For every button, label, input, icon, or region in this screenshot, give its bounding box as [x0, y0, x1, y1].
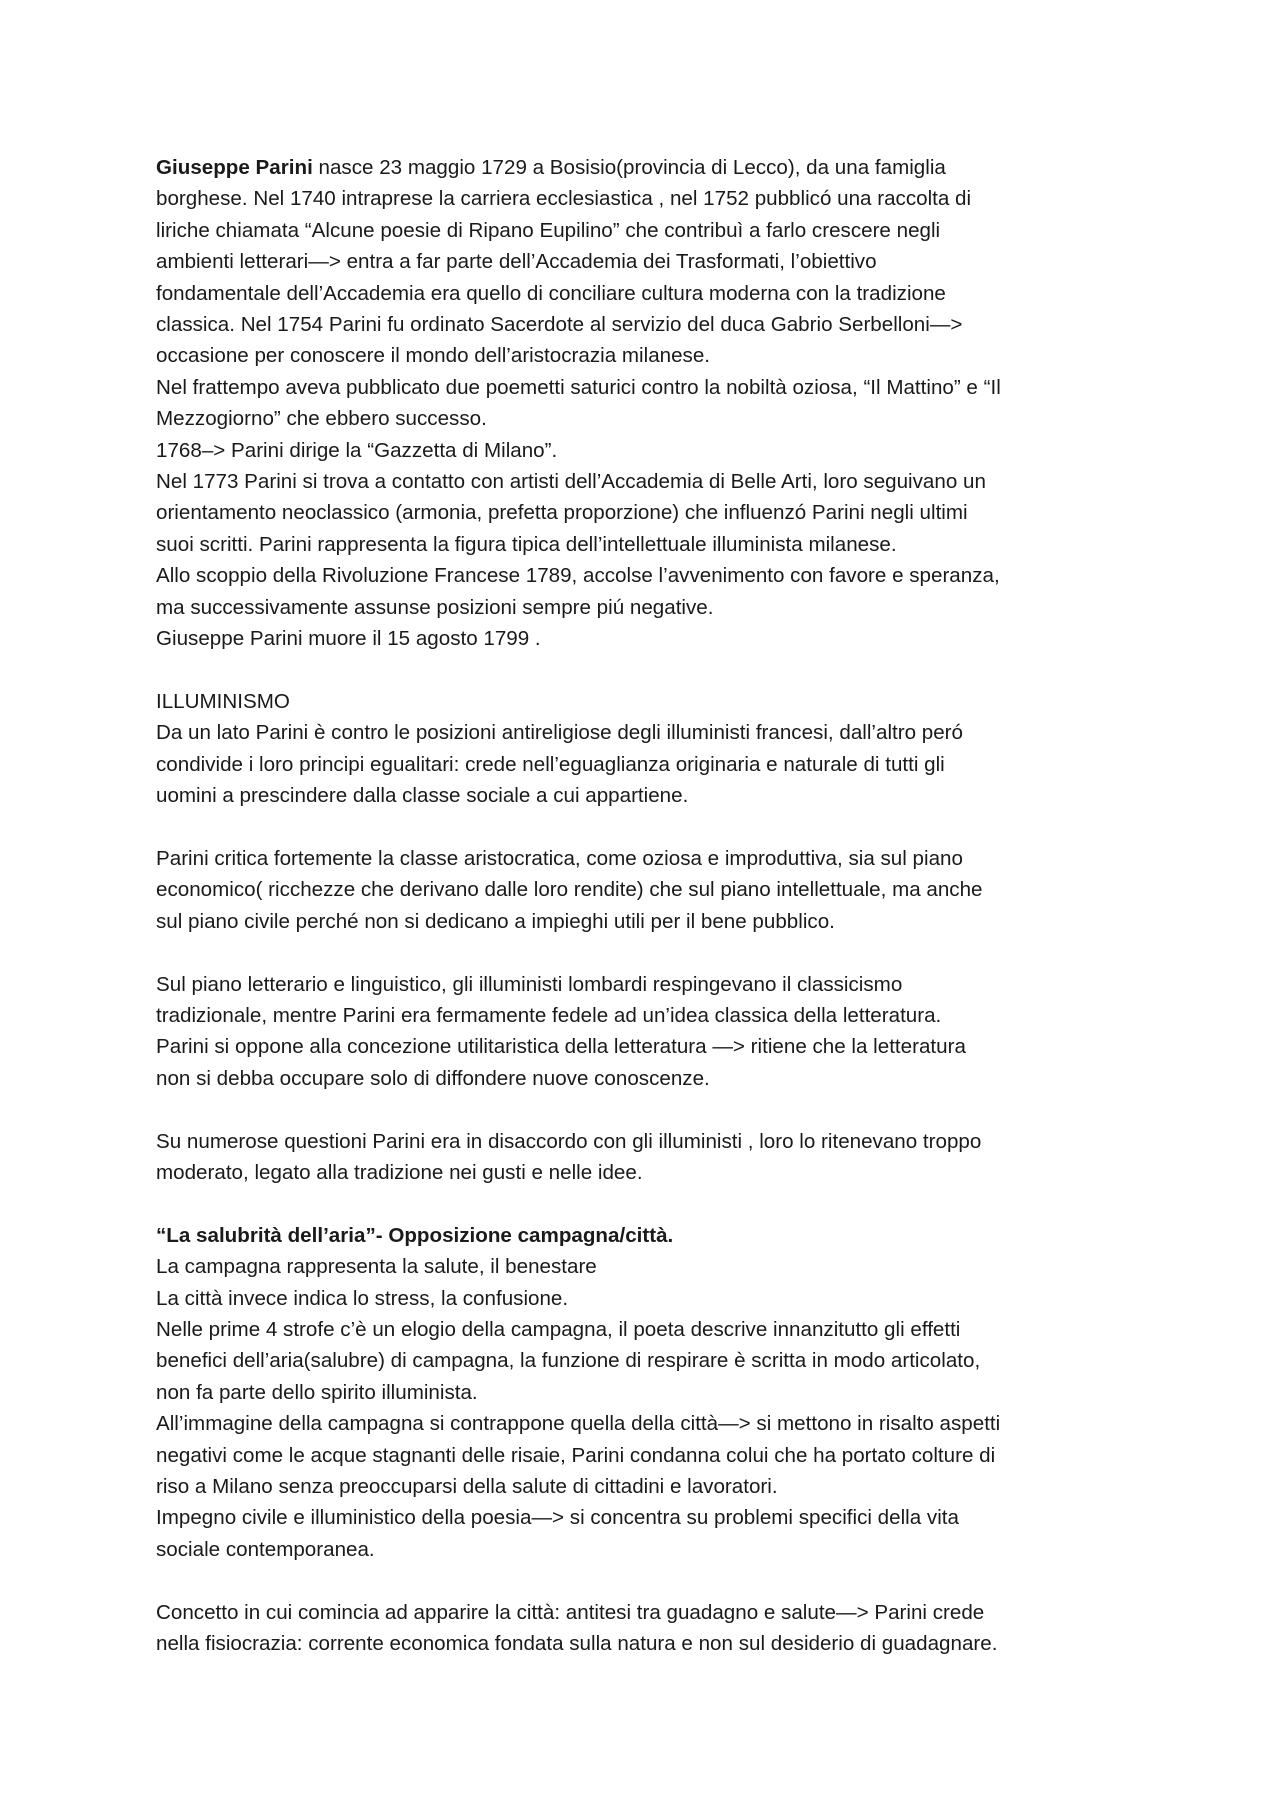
text-line: sul piano civile perché non si dedicano a impieghi utili per il bene pubblico. — [156, 909, 835, 933]
text-line: La campagna rappresenta la salute, il benestare — [156, 1255, 597, 1279]
text-line: All’immagine della campagna si contrappone quella della città—> si mettono in risalto aspetti — [156, 1412, 1001, 1436]
text-line: Mezzogiorno” che ebbero successo. — [156, 407, 487, 431]
text-line: suoi scritti. Parini rappresenta la figura tipica dell’intellettuale illuminista milanese. — [156, 532, 897, 556]
text-line: non si debba occupare solo di diffondere nuove conoscenze. — [156, 1066, 710, 1090]
text-line: Sul piano letterario e linguistico, gli illuministi lombardi respingevano il classicismo — [156, 972, 903, 996]
paragraph-gap — [156, 1188, 1136, 1219]
paragraph-illuminismo — [156, 686, 1136, 812]
paragraph-gap — [156, 937, 1136, 968]
text-line: Nel frattempo aveva pubblicato due poemetti saturici contro la nobiltà oziosa, “Il Mattino” e “Il — [156, 375, 1001, 399]
text-line — [156, 152, 1136, 183]
text-line: 1768–> Parini dirige la “Gazzetta di Milano”. — [156, 438, 558, 462]
text-line: classica. Nel 1754 Parini fu ordinato Sacerdote al servizio del duca Gabrio Serbelloni—> — [156, 313, 963, 337]
text-line: Parini critica fortemente la classe aristocratica, come oziosa e improduttiva, sia sul piano — [156, 846, 963, 870]
paragraph-gap — [156, 1565, 1136, 1596]
text-line: riso a Milano senza preoccuparsi della salute di cittadini e lavoratori. — [156, 1474, 778, 1498]
text-line: Da un lato Parini è contro le posizioni antireligiose degli illuministi francesi, dall’altro peró — [156, 721, 963, 745]
text-line: condivide i loro principi egualitari: crede nell’eguaglianza originaria e naturale di tutti gli — [156, 752, 945, 776]
text-line: liriche chiamata “Alcune poesie di Ripano Eupilino” che contribuì a farlo crescere negli — [156, 218, 941, 242]
paragraph-biography — [156, 152, 1136, 655]
paragraph-salubrita — [156, 1220, 1136, 1565]
text-line: Su numerose questioni Parini era in disaccordo con gli illuministi , loro lo ritenevano troppo — [156, 1129, 982, 1153]
text-line: benefici dell’aria(salubre) di campagna, la funzione di respirare è scritta in modo articolato, — [156, 1349, 981, 1373]
paragraph-disaccordo — [156, 1126, 1136, 1189]
text-line: ambienti letterari—> entra a far parte dell’Accademia dei Trasformati, l’obiettivo — [156, 250, 877, 274]
text-line: Nel 1773 Parini si trova a contatto con artisti dell’Accademia di Belle Arti, loro seguivano un — [156, 470, 986, 494]
text-line: Impegno civile e illuministico della poesia—> si concentra su problemi specifici della vita — [156, 1506, 959, 1530]
paragraph-piano-letterario — [156, 969, 1136, 1095]
text-line: non fa parte dello spirito illuminista. — [156, 1380, 478, 1404]
paragraph-critica-aristocrazia — [156, 843, 1136, 937]
text-line: Giuseppe Parini muore il 15 agosto 1799 . — [156, 627, 541, 651]
text-line: fondamentale dell’Accademia era quello di conciliare cultura moderna con la tradizione — [156, 281, 946, 305]
paragraph-fisiocrazia — [156, 1597, 1136, 1660]
text-line: Nelle prime 4 strofe c’è un elogio della campagna, il poeta descrive innanzitutto gli effetti — [156, 1317, 961, 1341]
text-line: orientamento neoclassico (armonia, prefetta proporzione) che influenzó Parini negli ultimi — [156, 501, 968, 525]
author-name: Giuseppe Parini — [156, 156, 313, 179]
text-line: Allo scoppio della Rivoluzione Francese 1789, accolse l’avvenimento con favore e speranza, — [156, 564, 1000, 588]
document-page — [156, 152, 1136, 1659]
paragraph-gap — [156, 812, 1136, 843]
section-heading: ILLUMINISMO — [156, 689, 290, 713]
text-line: sociale contemporanea. — [156, 1537, 375, 1561]
section-heading-bold: “La salubrità dell’aria”- Opposizione campagna/città. — [156, 1223, 674, 1247]
text-line: borghese. Nel 1740 intraprese la carriera ecclesiastica , nel 1752 pubblicó una raccolta di — [156, 187, 972, 211]
paragraph-gap — [156, 655, 1136, 686]
text-line: La città invece indica lo stress, la confusione. — [156, 1286, 569, 1310]
text-line: ma successivamente assunse posizioni sempre piú negative. — [156, 595, 714, 619]
text-fragment: nasce 23 maggio 1729 a Bosisio(provincia di Lecco), da una famiglia — [312, 156, 946, 179]
text-line: uomini a prescindere dalla classe sociale a cui appartiene. — [156, 784, 689, 808]
text-line: Parini si oppone alla concezione utilitaristica della letteratura —> ritiene che la letteratura — [156, 1035, 966, 1059]
paragraph-gap — [156, 1094, 1136, 1125]
text-line: Concetto in cui comincia ad apparire la città: antitesi tra guadagno e salute—> Parini crede — [156, 1600, 985, 1624]
text-line: moderato, legato alla tradizione nei gusti e nelle idee. — [156, 1160, 643, 1184]
text-line: occasione per conoscere il mondo dell’aristocrazia milanese. — [156, 344, 711, 368]
text-line: negativi come le acque stagnanti delle risaie, Parini condanna colui che ha portato colture di — [156, 1443, 996, 1467]
text-line: nella fisiocrazia: corrente economica fondata sulla natura e non sul desiderio di guadagnare. — [156, 1632, 998, 1655]
text-line: economico( ricchezze che derivano dalle loro rendite) che sul piano intellettuale, ma anche — [156, 878, 983, 902]
text-line: tradizionale, mentre Parini era fermamente fedele ad un’idea classica della letteratura. — [156, 1003, 942, 1027]
